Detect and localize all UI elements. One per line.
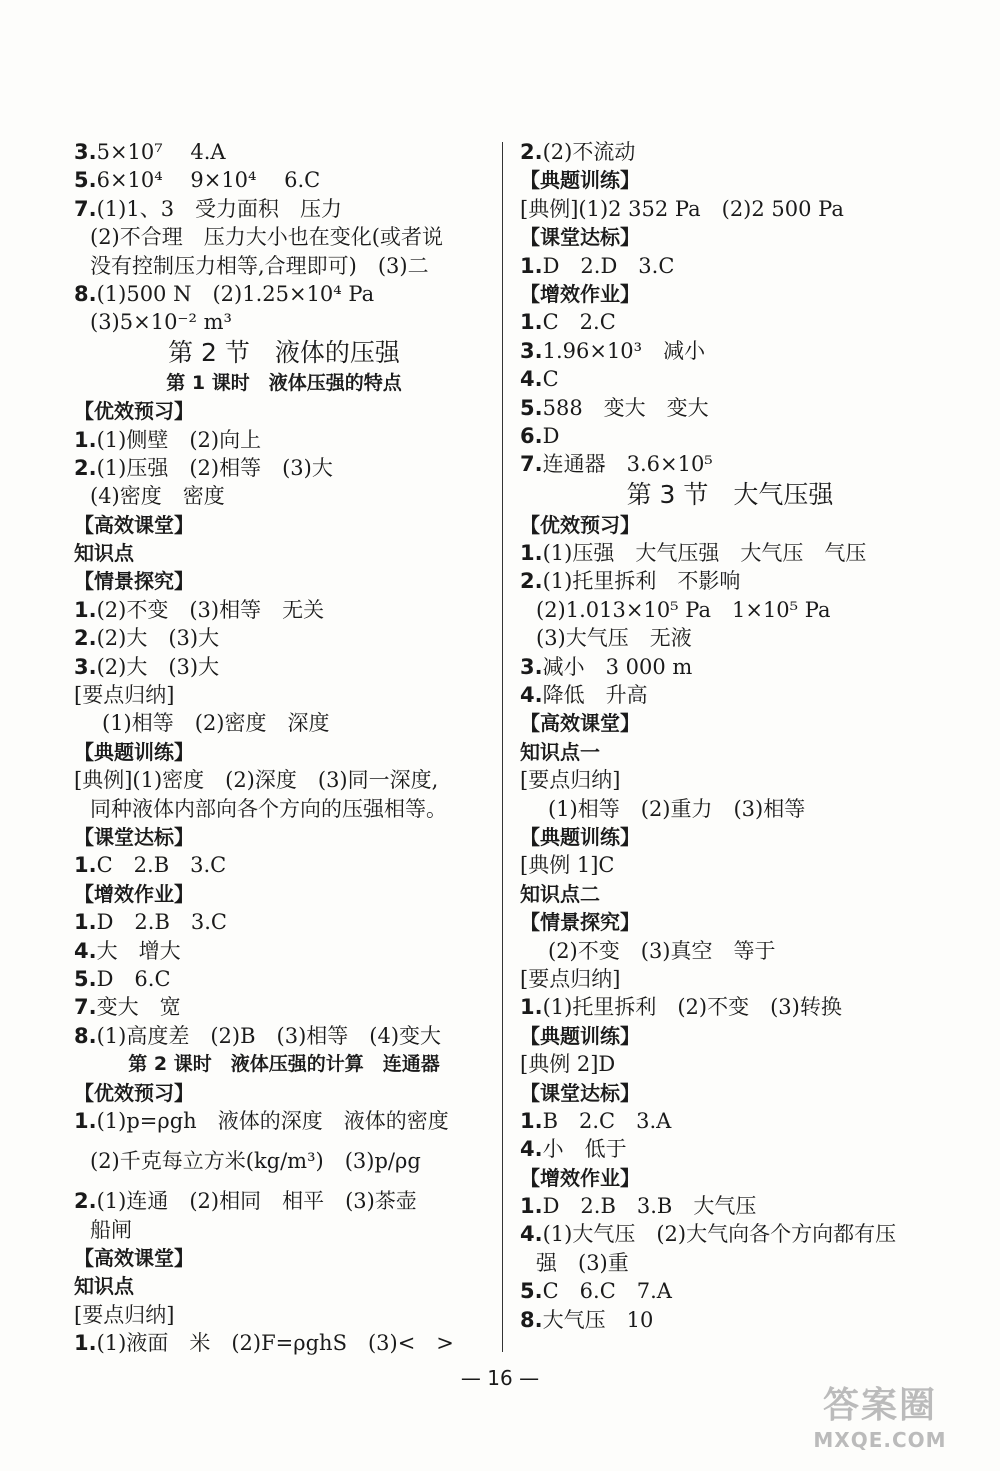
item-number: 8. — [520, 1307, 543, 1332]
answer-text: 同种液体内部向各个方向的压强相等。 — [90, 796, 447, 821]
page-number: — 16 — — [460, 1366, 540, 1390]
answer-text: B 2.C 3.A — [542, 1108, 672, 1133]
answer-line — [74, 1244, 494, 1272]
answer-text: 大气压 10 — [542, 1307, 654, 1332]
answer-line — [74, 709, 494, 737]
answer-text: D — [542, 423, 560, 448]
answer-line — [520, 823, 940, 851]
item-number: 7. — [520, 452, 543, 477]
watermark-logo: 答案圈 — [822, 1385, 937, 1426]
answer-text: 知识点 — [74, 541, 134, 566]
answer-text: (1)连通 (2)相同 相平 (3)茶壶 — [96, 1189, 417, 1214]
answer-text: [要点归纳] — [74, 683, 175, 708]
answer-line — [74, 1022, 494, 1050]
answer-text: (1)压强 大气压强 大气压 气压 — [542, 541, 867, 566]
item-number: 4. — [520, 1222, 543, 1247]
answer-text: D 2.B 3.B 大气压 — [542, 1194, 757, 1219]
answer-line — [74, 337, 494, 369]
answer-text: 【高效课堂】 — [74, 512, 194, 537]
item-number: 3. — [520, 654, 543, 679]
item-number: 4. — [520, 1137, 543, 1162]
answer-text: 【增效作业】 — [520, 281, 640, 306]
item-number: 7. — [74, 995, 97, 1020]
answer-text: [典例](1)2 352 Pa (2)2 500 Pa — [520, 196, 844, 221]
answer-text: 小 低于 — [542, 1137, 627, 1162]
answer-line — [520, 539, 940, 567]
answer-line — [74, 166, 494, 194]
answer-line — [520, 1277, 940, 1305]
item-number: 1. — [74, 427, 97, 452]
answer-line — [520, 1220, 940, 1248]
answer-text: (1)托里拆利 不影响 — [542, 569, 741, 594]
answer-text: 【增效作业】 — [520, 1165, 640, 1190]
answer-line — [520, 1107, 940, 1135]
answer-line — [74, 738, 494, 766]
answer-line — [520, 365, 940, 393]
answer-text: 船闸 — [90, 1217, 132, 1242]
answer-text: 【优效预习】 — [74, 1080, 194, 1105]
answer-text: 【典题训练】 — [520, 824, 640, 849]
answer-line — [520, 567, 940, 595]
answer-line — [74, 681, 494, 709]
answer-text: 【情景探究】 — [74, 569, 194, 594]
answer-text: 大 增大 — [96, 938, 181, 963]
answer-line — [520, 422, 940, 450]
answer-line — [520, 280, 940, 308]
item-number: 1. — [520, 541, 543, 566]
answer-text: 5×10⁷ 4.A — [96, 140, 226, 164]
answer-text: [要点归纳] — [520, 966, 621, 991]
answer-line — [74, 1216, 494, 1244]
answer-text: C — [542, 367, 559, 392]
answer-text: 【情景探究】 — [520, 910, 640, 935]
item-number: 5. — [74, 966, 97, 991]
answer-line — [74, 280, 494, 308]
answer-text: 【课堂达标】 — [520, 1080, 640, 1105]
item-number: 1. — [74, 1331, 97, 1356]
answer-text: (3)大气压 无液 — [536, 626, 692, 651]
answer-text: 【增效作业】 — [74, 881, 194, 906]
answer-line — [520, 653, 940, 681]
answer-text: (1)压强 (2)相等 (3)大 — [96, 455, 333, 480]
item-number: 8. — [74, 1023, 97, 1048]
item-number: 1. — [520, 995, 543, 1020]
answer-text: 【课堂达标】 — [520, 225, 640, 250]
answer-line — [520, 1164, 940, 1192]
item-number: 6. — [520, 423, 543, 448]
left-column — [74, 138, 494, 1358]
item-number: 4. — [520, 683, 543, 708]
answer-line — [74, 511, 494, 539]
answer-text: 6×10⁴ 9×10⁴ 6.C — [96, 168, 321, 193]
item-number: 5. — [520, 395, 543, 420]
answer-line — [74, 880, 494, 908]
answer-text: D 6.C — [96, 966, 171, 991]
answer-text: [要点归纳] — [74, 1302, 175, 1327]
answer-text: 连通器 3.6×10⁵ — [542, 452, 713, 477]
answer-line — [74, 823, 494, 851]
answer-line — [520, 195, 940, 223]
answer-line — [520, 1135, 940, 1163]
answer-line — [74, 1079, 494, 1107]
answer-text: D 2.D 3.C — [542, 253, 675, 278]
answer-line — [520, 166, 940, 194]
answer-text: (1)相等 (2)密度 深度 — [102, 711, 330, 736]
item-number: 1. — [74, 1108, 97, 1133]
answer-text: (1)500 N (2)1.25×10⁴ Pa — [96, 281, 375, 306]
answer-text: 减小 3 000 m — [542, 654, 693, 679]
answer-text: 1.96×10³ 减小 — [542, 338, 706, 363]
item-number: 1. — [74, 910, 97, 935]
answer-text: (2)不合理 压力大小也在变化(或者说 — [90, 225, 443, 250]
answer-text: (2)不变 (3)真空 等于 — [548, 938, 776, 963]
answer-line — [74, 937, 494, 965]
answer-text: 第 2 课时 液体压强的计算 连通器 — [128, 1053, 440, 1076]
answer-line — [520, 993, 940, 1021]
answer-line — [74, 624, 494, 652]
item-number: 4. — [74, 938, 97, 963]
answer-line — [520, 394, 940, 422]
answer-text: 知识点 — [74, 1274, 134, 1299]
item-number: 2. — [520, 140, 543, 164]
answer-text: 第 1 课时 液体压强的特点 — [166, 371, 402, 394]
answer-line — [74, 252, 494, 280]
answer-line — [520, 1050, 940, 1078]
answer-line — [520, 138, 940, 166]
answer-line — [74, 1272, 494, 1300]
answer-line — [74, 908, 494, 936]
answer-line — [520, 511, 940, 539]
answer-line — [520, 851, 940, 879]
answer-text: (1)大气压 (2)大气向各个方向都有压 — [542, 1222, 897, 1247]
answer-line — [520, 681, 940, 709]
answer-line — [74, 482, 494, 510]
answer-text: 【优效预习】 — [74, 399, 194, 424]
answer-text: 【典题训练】 — [520, 168, 640, 193]
answer-line — [74, 1301, 494, 1329]
answer-line — [520, 596, 940, 624]
answer-text: (2)不变 (3)相等 无关 — [96, 597, 325, 622]
answer-text: (1)相等 (2)重力 (3)相等 — [548, 796, 806, 821]
answer-line — [520, 937, 940, 965]
answer-text: [典例 2]D — [520, 1052, 616, 1077]
answer-line — [520, 880, 940, 908]
answer-line — [74, 195, 494, 223]
item-number: 2. — [520, 569, 543, 594]
item-number: 2. — [74, 1189, 97, 1214]
answer-line — [74, 596, 494, 624]
answer-text: 降低 升高 — [542, 683, 648, 708]
answer-text: 588 变大 变大 — [542, 395, 709, 420]
answer-line — [74, 426, 494, 454]
answer-line — [74, 454, 494, 482]
answer-text: 第 3 节 大气压强 — [626, 479, 834, 509]
item-number: 1. — [520, 310, 543, 335]
answer-line — [520, 479, 940, 511]
item-number: 1. — [74, 597, 97, 622]
item-number: 2. — [74, 455, 97, 480]
answer-text: [典例](1)密度 (2)深度 (3)同一深度, — [74, 768, 439, 793]
answer-text: 第 2 节 液体的压强 — [168, 337, 400, 367]
answer-line — [74, 766, 494, 794]
item-number: 7. — [74, 196, 97, 221]
watermark — [790, 1377, 970, 1457]
answer-line — [74, 993, 494, 1021]
answer-line — [520, 337, 940, 365]
answer-text: (3)5×10⁻² m³ — [90, 310, 232, 335]
answer-line — [74, 653, 494, 681]
answer-line — [520, 450, 940, 478]
item-number: 8. — [74, 281, 97, 306]
item-number: 3. — [74, 654, 97, 679]
answer-text: 强 (3)重 — [536, 1250, 629, 1275]
answer-line — [520, 709, 940, 737]
answer-line — [74, 539, 494, 567]
answer-line — [74, 369, 494, 397]
answer-text: C 6.C 7.A — [542, 1279, 672, 1304]
answer-line — [74, 1107, 494, 1135]
item-number: 3. — [520, 338, 543, 363]
item-number: 1. — [520, 1108, 543, 1133]
answer-line — [520, 1079, 940, 1107]
answer-text: (2)大 (3)大 — [96, 626, 220, 651]
answer-text: (2)大 (3)大 — [96, 654, 220, 679]
answer-text: D 2.B 3.C — [96, 910, 228, 935]
item-number: 5. — [74, 168, 97, 193]
right-column — [520, 138, 940, 1334]
answer-line — [74, 965, 494, 993]
answer-text: 【课堂达标】 — [74, 824, 194, 849]
answer-text: (2)1.013×10⁵ Pa 1×10⁵ Pa — [536, 597, 831, 622]
answer-line — [74, 1329, 494, 1357]
answer-line — [74, 1135, 494, 1187]
answer-line — [74, 851, 494, 879]
answer-text: (2)不流动 — [542, 140, 636, 164]
answer-text: [典例 1]C — [520, 853, 615, 878]
watermark-url: MXQE.COM — [813, 1428, 947, 1452]
answer-line — [520, 308, 940, 336]
item-number: 1. — [74, 853, 97, 878]
answer-text: (4)密度 密度 — [90, 484, 225, 509]
answer-text: [要点归纳] — [520, 768, 621, 793]
answer-line — [520, 795, 940, 823]
column-divider — [502, 142, 503, 1352]
answer-text: (1)p=ρgh 液体的深度 液体的密度 — [96, 1108, 449, 1133]
answer-line — [74, 1187, 494, 1215]
answer-text: 没有控制压力相等,合理即可) (3)二 — [90, 253, 429, 278]
answer-text: 知识点二 — [520, 881, 600, 906]
answer-line — [520, 965, 940, 993]
answer-line — [74, 308, 494, 336]
answer-text: C 2.C — [542, 310, 616, 335]
answer-line — [520, 766, 940, 794]
answer-line — [74, 567, 494, 595]
answer-text: (1)托里拆利 (2)不变 (3)转换 — [542, 995, 842, 1020]
answer-line — [74, 397, 494, 425]
answer-line — [520, 624, 940, 652]
answer-line — [520, 1249, 940, 1277]
item-number: 1. — [520, 253, 543, 278]
answer-text: 【高效课堂】 — [520, 711, 640, 736]
answer-line — [74, 795, 494, 823]
answer-line — [520, 223, 940, 251]
item-number: 5. — [520, 1279, 543, 1304]
answer-text: 【典题训练】 — [520, 1023, 640, 1048]
item-number: 4. — [520, 367, 543, 392]
answer-line — [520, 1022, 940, 1050]
answer-text: C 2.B 3.C — [96, 853, 227, 878]
answer-text: 【优效预习】 — [520, 512, 640, 537]
answer-text: (1)1、3 受力面积 压力 — [96, 196, 343, 221]
answer-text: 变大 宽 — [96, 995, 181, 1020]
answer-text: (2)千克每立方米(kg/m³) (3)p/ρg — [90, 1149, 421, 1174]
answer-line — [74, 223, 494, 251]
answer-text: (1)高度差 (2)B (3)相等 (4)变大 — [96, 1023, 442, 1048]
answer-line — [74, 1050, 494, 1078]
answer-line — [520, 738, 940, 766]
item-number: 3. — [74, 140, 97, 164]
answer-text: 知识点一 — [520, 739, 600, 764]
item-number: 1. — [520, 1194, 543, 1219]
answer-line — [520, 908, 940, 936]
answer-text: (1)侧壁 (2)向上 — [96, 427, 262, 452]
item-number: 2. — [74, 626, 97, 651]
answer-text: 【典题训练】 — [74, 739, 194, 764]
answer-line — [520, 252, 940, 280]
answer-text: 【高效课堂】 — [74, 1246, 194, 1271]
answer-line — [520, 1306, 940, 1334]
answer-text: (1)液面 米 (2)F=ρghS (3)< > — [96, 1331, 454, 1356]
answer-line — [520, 1192, 940, 1220]
answer-line — [74, 138, 494, 166]
